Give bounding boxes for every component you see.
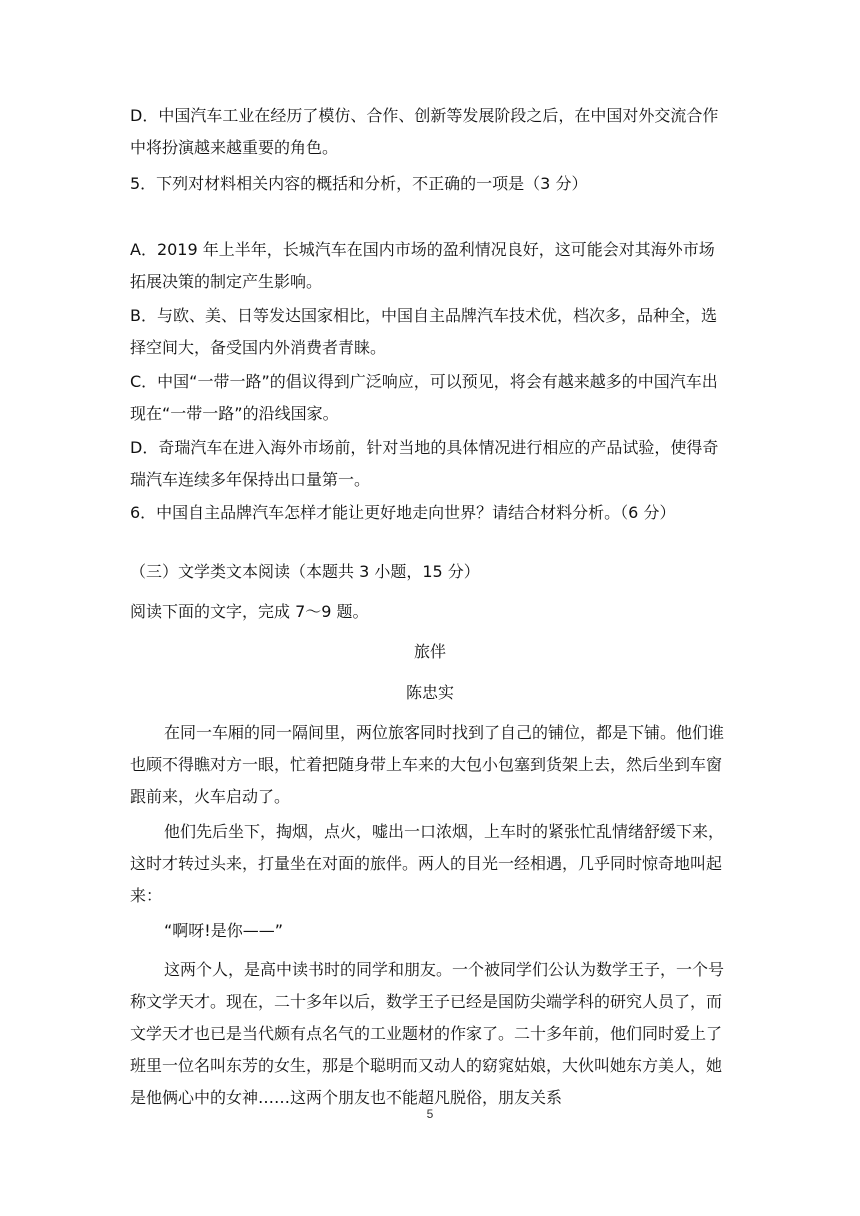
q5-option-d: D．奇瑞汽车在进入海外市场前，针对当地的具体情况进行相应的产品试验，使得奇瑞汽车连续多年保持出口量第一。 [130, 438, 719, 489]
page-number: 5 [426, 1107, 434, 1121]
section-heading: （三）文学类文本阅读（本题共 3 小题，15 分） [130, 562, 480, 581]
q5-stem: 5．下列对材料相关内容的概括和分析，不正确的一项是（3 分） [130, 174, 588, 193]
story-paragraph-4: 这两个人，是高中读书时的同学和朋友。一个被同学们公认为数学王子，一个号称文学天才。现在，二十多年以后，数学王子已经是国防尖端学科的研究人员了，而文学天才也已是当代颇有点名气的工业题材的作家了。二十多年前，他们同时爱上了班里一位名叫东芳的女生，那是个聪明而又动人的窈窕姑娘，大伙叫她东方美人，她是他俩心中的女神……这两个朋友也不能超凡脱俗，朋友关系 [130, 960, 725, 1107]
story-paragraph-2: 他们先后坐下，掏烟，点火，嘘出一口浓烟，上车时的紧张忙乱情绪舒缓下来，这时才转过头来，打量坐在对面的旅伴。两人的目光一经相遇，几乎同时惊奇地叫起来： [130, 822, 725, 905]
q5-option-b: B．与欧、美、日等发达国家相比，中国自主品牌汽车技术优，档次多，品种全，选择空间大，备受国内外消费者青睐。 [130, 306, 717, 357]
story-title: 旅伴 [413, 642, 446, 661]
reading-instruction: 阅读下面的文字，完成 7～9 题。 [130, 602, 369, 621]
story-paragraph-3: “啊呀!是你——” [164, 921, 283, 940]
q4-option-d: D．中国汽车工业在经历了模仿、合作、创新等发展阶段之后，在中国对外交流合作中将扮演越来越重要的角色。 [130, 106, 719, 157]
story-author: 陈忠实 [405, 683, 454, 702]
q5-option-c: C．中国“一带一路”的倡议得到广泛响应，可以预见，将会有越来越多的中国汽车出现在“一带一路”的沿线国家。 [130, 372, 718, 423]
q5-option-a: A．2019 年上半年，长城汽车在国内市场的盈利情况良好，这可能会对其海外市场拓展决策的制定产生影响。 [130, 240, 715, 291]
story-paragraph-1: 在同一车厢的同一隔间里，两位旅客同时找到了自己的铺位，都是下铺。他们谁也顾不得瞧对方一眼，忙着把随身带上车来的大包小包塞到货架上去，然后坐到车窗跟前来，火车启动了。 [130, 723, 725, 806]
q6-stem: 6．中国自主品牌汽车怎样才能让更好地走向世界？请结合材料分析。（6 分） [130, 503, 676, 522]
